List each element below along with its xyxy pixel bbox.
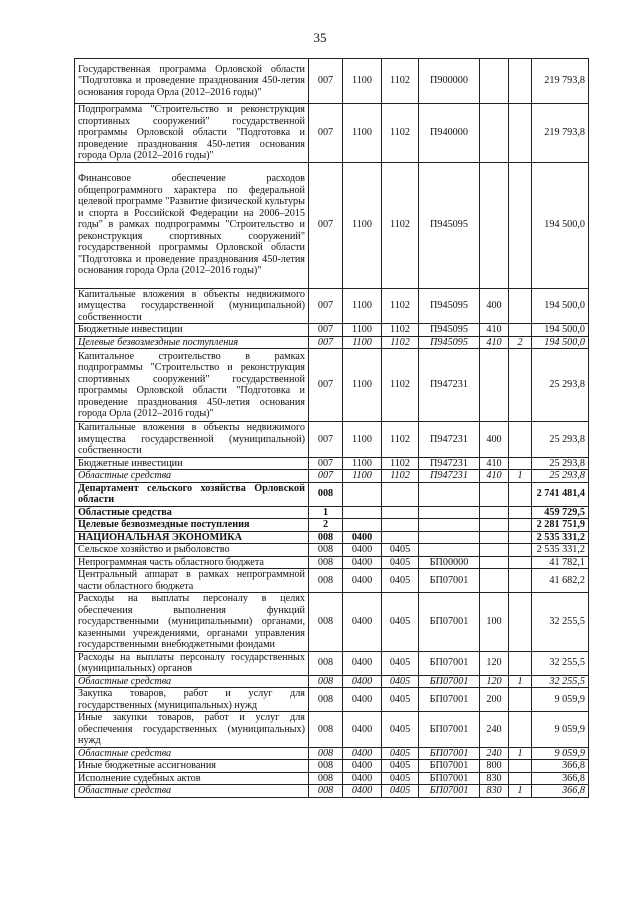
table-row [75, 457, 589, 470]
table-row [75, 336, 589, 349]
table-row [75, 482, 589, 506]
expense-type-cell: 400 [480, 422, 509, 458]
row-name-cell: Непрограммная часть областного бюджета [75, 556, 309, 569]
amount-cell: 2 741 481,4 [532, 482, 589, 506]
funding-source-cell [509, 162, 532, 288]
funding-source-cell [509, 288, 532, 324]
ved-code-cell: 007 [309, 422, 343, 458]
ved-code-cell: 008 [309, 712, 343, 748]
subsection-code-cell: 0405 [382, 760, 419, 773]
ved-code-cell: 007 [309, 324, 343, 337]
table-row [75, 747, 589, 760]
amount-cell: 366,8 [532, 760, 589, 773]
funding-source-cell: 1 [509, 675, 532, 688]
section-code-cell: 0400 [343, 556, 382, 569]
funding-source-cell [509, 324, 532, 337]
expense-type-cell: 200 [480, 688, 509, 712]
table-row [75, 324, 589, 337]
budget-table [74, 58, 589, 798]
subsection-code-cell: 1102 [382, 324, 419, 337]
ved-code-cell: 008 [309, 688, 343, 712]
funding-source-cell [509, 519, 532, 532]
amount-cell: 459 729,5 [532, 506, 589, 519]
subsection-code-cell: 1102 [382, 162, 419, 288]
funding-source-cell [509, 593, 532, 652]
section-code-cell: 1100 [343, 336, 382, 349]
funding-source-cell [509, 760, 532, 773]
ved-code-cell: 007 [309, 336, 343, 349]
amount-cell: 194 500,0 [532, 324, 589, 337]
row-name-cell: Расходы на выплаты персоналу государственных (муниципальных) органов [75, 651, 309, 675]
ved-code-cell: 007 [309, 470, 343, 483]
subsection-code-cell: 0405 [382, 651, 419, 675]
row-name-cell: Капитальное строительство в рамках подпрограммы "Строительство и реконструкция спортивных сооружений" государственной программы Орловской области "Подготовка и проведение празднования 450-летия основания города Орла (2012–2016 годы)" [75, 349, 309, 422]
expense-type-cell [480, 482, 509, 506]
amount-cell: 32 255,5 [532, 593, 589, 652]
row-name-cell: Целевые безвозмездные поступления [75, 519, 309, 532]
amount-cell: 25 293,8 [532, 349, 589, 422]
amount-cell: 2 535 331,2 [532, 531, 589, 544]
funding-source-cell: 1 [509, 747, 532, 760]
funding-source-cell [509, 104, 532, 163]
ved-code-cell: 008 [309, 569, 343, 593]
subsection-code-cell: 1102 [382, 104, 419, 163]
expense-type-cell: 800 [480, 760, 509, 773]
amount-cell: 25 293,8 [532, 470, 589, 483]
target-article-cell: П947231 [419, 457, 480, 470]
subsection-code-cell: 1102 [382, 349, 419, 422]
target-article-cell: БП07001 [419, 785, 480, 798]
row-name-cell: Государственная программа Орловской области "Подготовка и проведение празднования 450-летия основания города Орла (2012–2016 годы)" [75, 59, 309, 104]
row-name-cell: Иные закупки товаров, работ и услуг для обеспечения государственных (муниципальных) нужд [75, 712, 309, 748]
table-row [75, 59, 589, 104]
section-code-cell [343, 519, 382, 532]
target-article-cell [419, 506, 480, 519]
row-name-cell: НАЦИОНАЛЬНАЯ ЭКОНОМИКА [75, 531, 309, 544]
target-article-cell: БП07001 [419, 675, 480, 688]
amount-cell: 9 059,9 [532, 688, 589, 712]
target-article-cell: П945095 [419, 162, 480, 288]
section-code-cell: 0400 [343, 544, 382, 557]
expense-type-cell: 120 [480, 675, 509, 688]
expense-type-cell [480, 531, 509, 544]
target-article-cell: БП07001 [419, 593, 480, 652]
amount-cell: 194 500,0 [532, 162, 589, 288]
target-article-cell: П947231 [419, 349, 480, 422]
table-row [75, 544, 589, 557]
subsection-code-cell: 0405 [382, 747, 419, 760]
ved-code-cell: 008 [309, 556, 343, 569]
table-row [75, 288, 589, 324]
target-article-cell: БП07001 [419, 747, 480, 760]
funding-source-cell: 1 [509, 470, 532, 483]
table-row [75, 556, 589, 569]
row-name-cell: Финансовое обеспечение расходов общепрограммного характера по федеральной целевой программе "Развитие физической культуры и спорта в Российской Федерации на 2006–2015 годы" в рамках подпрограммы "Строительство и реконструкция спортивных сооружений" государственной программы Орловской области "Подготовка и проведение празднования 450-летия основания города Орла (2012–2016 годы)" [75, 162, 309, 288]
subsection-code-cell: 1102 [382, 59, 419, 104]
ved-code-cell: 007 [309, 104, 343, 163]
subsection-code-cell: 0405 [382, 688, 419, 712]
target-article-cell: БП07001 [419, 569, 480, 593]
row-name-cell: Целевые безвозмездные поступления [75, 336, 309, 349]
funding-source-cell [509, 422, 532, 458]
subsection-code-cell: 1102 [382, 457, 419, 470]
amount-cell: 2 281 751,9 [532, 519, 589, 532]
table-row [75, 688, 589, 712]
funding-source-cell [509, 531, 532, 544]
section-code-cell: 0400 [343, 651, 382, 675]
funding-source-cell [509, 569, 532, 593]
ved-code-cell: 008 [309, 544, 343, 557]
section-code-cell: 1100 [343, 162, 382, 288]
subsection-code-cell: 0405 [382, 556, 419, 569]
amount-cell: 32 255,5 [532, 675, 589, 688]
amount-cell: 194 500,0 [532, 288, 589, 324]
table-row [75, 785, 589, 798]
section-code-cell: 1100 [343, 422, 382, 458]
ved-code-cell: 008 [309, 531, 343, 544]
expense-type-cell [480, 349, 509, 422]
target-article-cell: БП07001 [419, 712, 480, 748]
table-row [75, 506, 589, 519]
row-name-cell: Бюджетные инвестиции [75, 324, 309, 337]
amount-cell: 194 500,0 [532, 336, 589, 349]
section-code-cell: 0400 [343, 772, 382, 785]
subsection-code-cell [382, 482, 419, 506]
ved-code-cell: 008 [309, 747, 343, 760]
ved-code-cell: 008 [309, 482, 343, 506]
row-name-cell: Капитальные вложения в объекты недвижимого имущества государственной (муниципальной) собственности [75, 288, 309, 324]
ved-code-cell: 008 [309, 760, 343, 773]
target-article-cell [419, 531, 480, 544]
row-name-cell: Капитальные вложения в объекты недвижимого имущества государственной (муниципальной) собственности [75, 422, 309, 458]
funding-source-cell [509, 349, 532, 422]
ved-code-cell: 007 [309, 162, 343, 288]
row-name-cell: Областные средства [75, 470, 309, 483]
funding-source-cell [509, 688, 532, 712]
ved-code-cell: 2 [309, 519, 343, 532]
subsection-code-cell: 0405 [382, 785, 419, 798]
funding-source-cell [509, 457, 532, 470]
target-article-cell: БП07001 [419, 760, 480, 773]
expense-type-cell: 410 [480, 324, 509, 337]
section-code-cell: 0400 [343, 785, 382, 798]
amount-cell: 32 255,5 [532, 651, 589, 675]
amount-cell: 41 682,2 [532, 569, 589, 593]
ved-code-cell: 007 [309, 288, 343, 324]
subsection-code-cell [382, 519, 419, 532]
target-article-cell [419, 544, 480, 557]
section-code-cell [343, 506, 382, 519]
amount-cell: 219 793,8 [532, 104, 589, 163]
target-article-cell: П900000 [419, 59, 480, 104]
section-code-cell [343, 482, 382, 506]
subsection-code-cell [382, 531, 419, 544]
row-name-cell: Центральный аппарат в рамках непрограммной части областного бюджета [75, 569, 309, 593]
expense-type-cell [480, 162, 509, 288]
row-name-cell: Областные средства [75, 785, 309, 798]
section-code-cell: 0400 [343, 760, 382, 773]
target-article-cell: БП00000 [419, 556, 480, 569]
expense-type-cell: 830 [480, 785, 509, 798]
section-code-cell: 1100 [343, 457, 382, 470]
amount-cell: 25 293,8 [532, 422, 589, 458]
amount-cell: 366,8 [532, 785, 589, 798]
row-name-cell: Иные бюджетные ассигнования [75, 760, 309, 773]
amount-cell: 25 293,8 [532, 457, 589, 470]
target-article-cell [419, 519, 480, 532]
table-row [75, 593, 589, 652]
amount-cell: 2 535 331,2 [532, 544, 589, 557]
row-name-cell: Департамент сельского хозяйства Орловской области [75, 482, 309, 506]
row-name-cell: Сельское хозяйство и рыболовство [75, 544, 309, 557]
page-number: 35 [313, 30, 327, 45]
table-row [75, 569, 589, 593]
expense-type-cell: 400 [480, 288, 509, 324]
subsection-code-cell: 0405 [382, 675, 419, 688]
table-row [75, 422, 589, 458]
section-code-cell: 0400 [343, 712, 382, 748]
table-row [75, 349, 589, 422]
ved-code-cell: 008 [309, 651, 343, 675]
target-article-cell: П945095 [419, 288, 480, 324]
subsection-code-cell: 1102 [382, 470, 419, 483]
table-row [75, 675, 589, 688]
subsection-code-cell: 0405 [382, 772, 419, 785]
funding-source-cell [509, 59, 532, 104]
expense-type-cell: 240 [480, 747, 509, 760]
amount-cell: 9 059,9 [532, 712, 589, 748]
section-code-cell: 0400 [343, 688, 382, 712]
section-code-cell: 0400 [343, 593, 382, 652]
table-row [75, 470, 589, 483]
expense-type-cell: 410 [480, 336, 509, 349]
target-article-cell: П947231 [419, 422, 480, 458]
table-row [75, 104, 589, 163]
funding-source-cell [509, 506, 532, 519]
amount-cell: 41 782,1 [532, 556, 589, 569]
subsection-code-cell: 0405 [382, 712, 419, 748]
section-code-cell: 1100 [343, 470, 382, 483]
expense-type-cell [480, 59, 509, 104]
expense-type-cell [480, 544, 509, 557]
amount-cell: 9 059,9 [532, 747, 589, 760]
funding-source-cell: 1 [509, 785, 532, 798]
expense-type-cell: 120 [480, 651, 509, 675]
section-code-cell: 1100 [343, 59, 382, 104]
table-row [75, 651, 589, 675]
row-name-cell: Подпрограмма "Строительство и реконструкция спортивных сооружений" государственной программы Орловской области "Подготовка и проведение празднования 450-летия основания города Орла (2012–2016 годы)" [75, 104, 309, 163]
funding-source-cell: 2 [509, 336, 532, 349]
subsection-code-cell: 1102 [382, 422, 419, 458]
section-code-cell: 1100 [343, 288, 382, 324]
ved-code-cell: 008 [309, 772, 343, 785]
expense-type-cell: 240 [480, 712, 509, 748]
target-article-cell: БП07001 [419, 651, 480, 675]
target-article-cell: БП07001 [419, 772, 480, 785]
table-row [75, 712, 589, 748]
row-name-cell: Закупка товаров, работ и услуг для государственных (муниципальных) нужд [75, 688, 309, 712]
funding-source-cell [509, 482, 532, 506]
section-code-cell: 1100 [343, 349, 382, 422]
expense-type-cell [480, 519, 509, 532]
funding-source-cell [509, 544, 532, 557]
section-code-cell: 0400 [343, 675, 382, 688]
row-name-cell: Областные средства [75, 675, 309, 688]
ved-code-cell: 007 [309, 349, 343, 422]
target-article-cell: П945095 [419, 336, 480, 349]
expense-type-cell: 830 [480, 772, 509, 785]
ved-code-cell: 008 [309, 593, 343, 652]
expense-type-cell [480, 569, 509, 593]
subsection-code-cell: 0405 [382, 544, 419, 557]
row-name-cell: Расходы на выплаты персоналу в целях обеспечения выполнения функций государственными (муниципальными) органами, казенными учреждениями, органами управления государственными внебюджетными фондами [75, 593, 309, 652]
expense-type-cell [480, 506, 509, 519]
row-name-cell: Бюджетные инвестиции [75, 457, 309, 470]
section-code-cell: 0400 [343, 569, 382, 593]
table-row [75, 519, 589, 532]
section-code-cell: 0400 [343, 531, 382, 544]
table-row [75, 760, 589, 773]
amount-cell: 219 793,8 [532, 59, 589, 104]
target-article-cell: П947231 [419, 470, 480, 483]
section-code-cell: 1100 [343, 324, 382, 337]
ved-code-cell: 008 [309, 675, 343, 688]
target-article-cell [419, 482, 480, 506]
table-row [75, 772, 589, 785]
row-name-cell: Областные средства [75, 506, 309, 519]
table-row [75, 162, 589, 288]
section-code-cell: 1100 [343, 104, 382, 163]
expense-type-cell: 410 [480, 470, 509, 483]
row-name-cell: Областные средства [75, 747, 309, 760]
funding-source-cell [509, 651, 532, 675]
row-name-cell: Исполнение судебных актов [75, 772, 309, 785]
funding-source-cell [509, 712, 532, 748]
expense-type-cell [480, 104, 509, 163]
funding-source-cell [509, 556, 532, 569]
amount-cell: 366,8 [532, 772, 589, 785]
subsection-code-cell: 0405 [382, 593, 419, 652]
ved-code-cell: 1 [309, 506, 343, 519]
target-article-cell: БП07001 [419, 688, 480, 712]
expense-type-cell: 100 [480, 593, 509, 652]
funding-source-cell [509, 772, 532, 785]
expense-type-cell [480, 556, 509, 569]
subsection-code-cell: 1102 [382, 336, 419, 349]
subsection-code-cell [382, 506, 419, 519]
target-article-cell: П945095 [419, 324, 480, 337]
ved-code-cell: 008 [309, 785, 343, 798]
target-article-cell: П940000 [419, 104, 480, 163]
subsection-code-cell: 1102 [382, 288, 419, 324]
ved-code-cell: 007 [309, 457, 343, 470]
expense-type-cell: 410 [480, 457, 509, 470]
subsection-code-cell: 0405 [382, 569, 419, 593]
table-row [75, 531, 589, 544]
ved-code-cell: 007 [309, 59, 343, 104]
section-code-cell: 0400 [343, 747, 382, 760]
